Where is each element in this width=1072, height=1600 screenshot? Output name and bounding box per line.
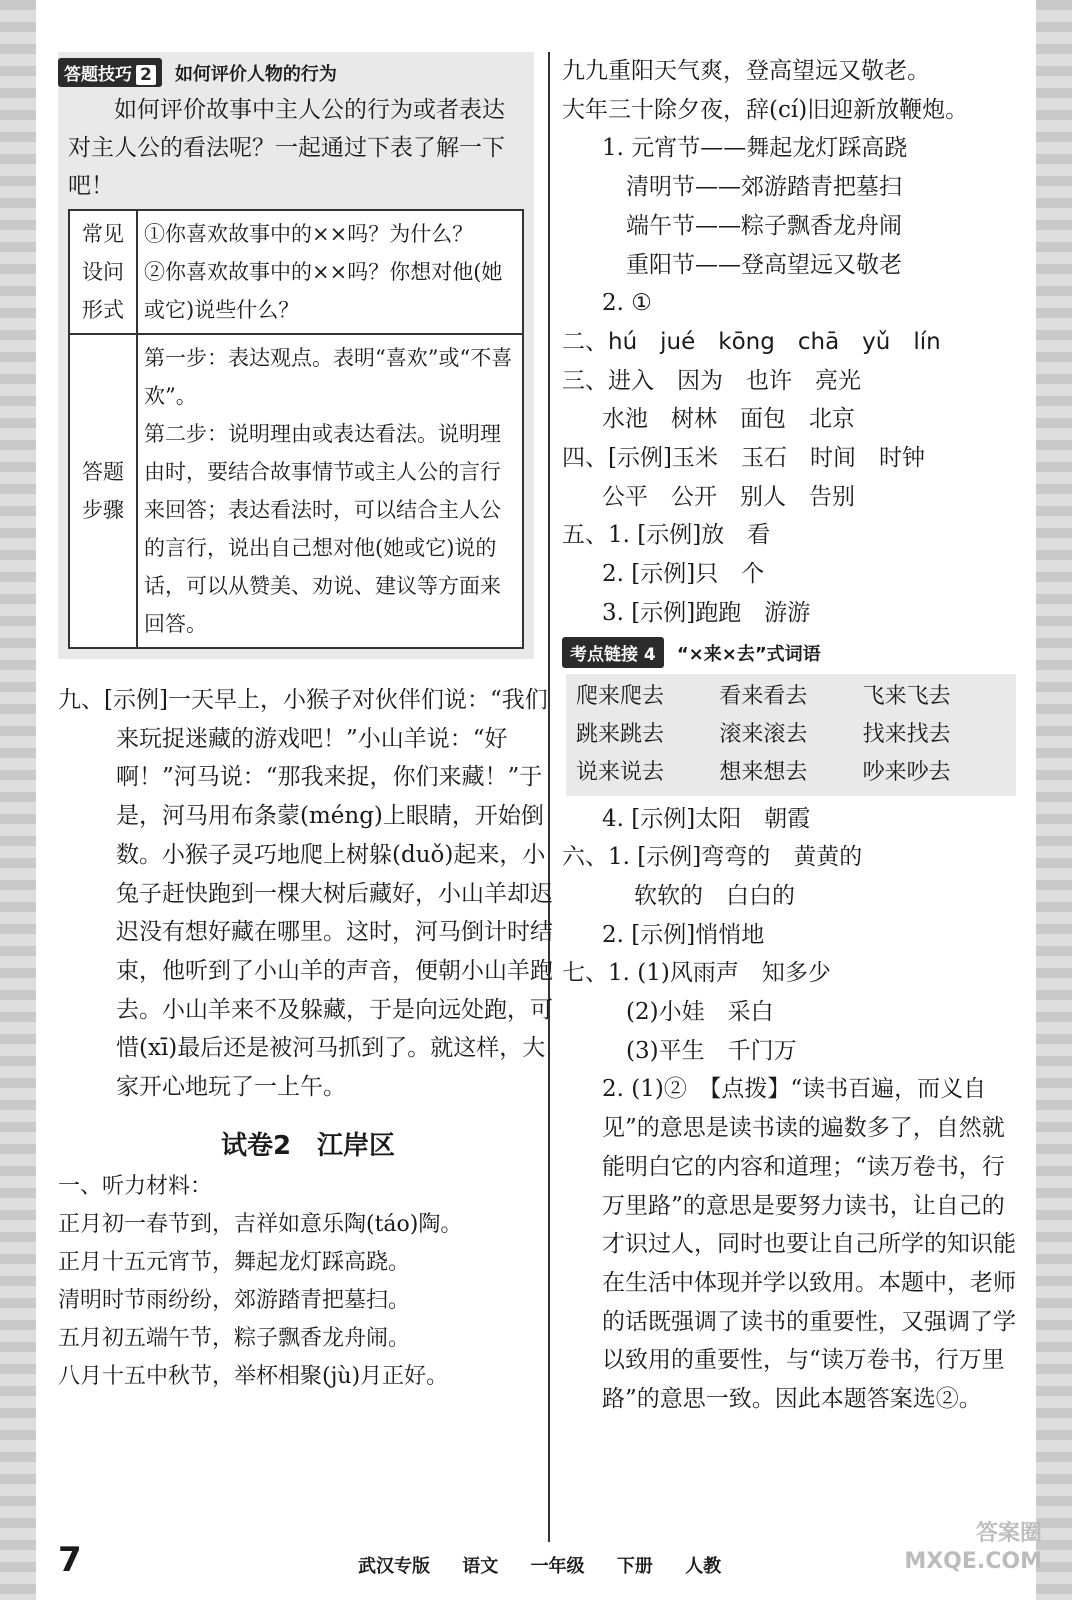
tip-number: 2 [136, 65, 156, 85]
answer-7-1: 七、1. (1)风雨声 知多少 [562, 960, 831, 987]
link-title: “×来×去”式词语 [676, 643, 821, 665]
grid-word: 想来想去 [719, 759, 808, 785]
essay-text: 一天早上，小猴子对伙伴们说：“我们来玩捉迷藏的游戏吧！”小山羊说：“好啊！”河马说：“那我来捉，你们来藏！”于是，河马用布条蒙(méng)上眼睛，开始倒数。小猴子灵巧地爬上树躲(duǒ)起来，小兔子赶快跑到一棵大树后藏好，小山羊却迟迟没有想好藏在哪里。这时，河马倒计时结束，他听到了小山羊的声音，便朝小山羊跑去。小山羊来不及躲藏，于是向远处跑，可惜(xī)最后还是被河马抓到了。就这样，大家开心地玩了一上午。 [116, 687, 553, 1101]
grid-word: 爬来爬去 [576, 683, 665, 709]
answer-3: 三、进入 因为 也许 亮光 [562, 367, 861, 394]
watermark-line: MXQE.COM [904, 1549, 1042, 1574]
answer-1-2: 2. ① [602, 290, 652, 317]
footer-volume: 下册 [616, 1556, 653, 1577]
answer-7-2 [562, 1070, 1022, 1418]
essay-answer [58, 681, 558, 1107]
answer-1-1: 1. 元宵节——舞起龙灯踩高跷 [602, 135, 908, 162]
answer-1-1-line: 重阳节——登高望远又敬老 [626, 251, 902, 278]
footer-edition: 武汉专版 [358, 1556, 430, 1577]
footer-publisher: 人教 [685, 1556, 722, 1577]
tip-intro: 如何评价故事中主人公的行为或者表达对主人公的看法呢？一起通过下表了解一下吧！ [68, 97, 505, 199]
essay-label: 九、[示例] [58, 687, 168, 713]
grid-word: 跳来跳去 [576, 721, 665, 747]
answer-5-4: 4. [示例]太阳 朝霞 [602, 805, 811, 832]
tip-title: 如何评价人物的行为 [174, 64, 337, 85]
page-footer [58, 1540, 958, 1584]
answer-4-line: 公平 公开 别人 告别 [602, 483, 855, 510]
page-edge-left [0, 0, 36, 1600]
page-number: 7 [58, 1540, 82, 1580]
right-column [562, 52, 1022, 1419]
watermark-line: 答案圈 [975, 1521, 1042, 1546]
grid-word: 吵来吵去 [862, 759, 951, 785]
listening-line: 正月初一春节到，吉祥如意乐陶(táo)陶。 [58, 1211, 463, 1237]
watermark [904, 1520, 1042, 1576]
answer-step-1: 第一步：表达观点。表明“喜欢”或“不喜欢”。 [144, 346, 513, 408]
footer-grade: 一年级 [530, 1556, 585, 1577]
answer-7-1-line: (3)平生 千门万 [626, 1037, 797, 1064]
answer-6-2: 2. [示例]悄悄地 [602, 921, 765, 948]
answer-1-1-line: 清明节——郊游踏青把墓扫 [626, 174, 902, 201]
grid-word: 看来看去 [719, 683, 808, 709]
listening-line: 正月十五元宵节，舞起龙灯踩高跷。 [58, 1249, 411, 1275]
tip-box [58, 52, 534, 659]
answer-5-3: 3. [示例]跑跑 游游 [602, 599, 811, 626]
table-row [69, 334, 523, 648]
grid-word: 说来说去 [576, 759, 665, 785]
tip-tag: 答题技巧 2 [58, 58, 162, 87]
table-header-question-form: 常见设问形式 [69, 210, 137, 334]
page-edge-right [1036, 0, 1072, 1600]
table-cell [137, 334, 523, 648]
link-header [562, 633, 1022, 668]
answer-3-line: 水池 树林 面包 北京 [602, 406, 855, 433]
tip-header [64, 58, 524, 87]
answer-5-2: 2. [示例]只 个 [602, 561, 765, 588]
footer-subject: 语文 [462, 1556, 499, 1577]
listening-line: 八月十五中秋节，举杯相聚(jù)月正好。 [58, 1363, 449, 1389]
question-form-1: ①你喜欢故事中的××吗？为什么？ [144, 222, 474, 246]
answer-7-1-line: (2)小娃 采白 [626, 999, 774, 1026]
word-grid [566, 674, 1016, 796]
table-header-answer-steps: 答题步骤 [69, 334, 137, 648]
grid-word: 飞来飞去 [862, 683, 951, 709]
answer-step-2: 第二步：说明理由或表达看法。说明理由时，要结合故事情节或主人公的言行来回答；表达看法时，可以结合主人公的言行，说出自己想对他(她或它)说的话，可以从赞美、劝说、建议等方面来回答。 [144, 422, 501, 636]
link-tag: 考点链接 4 [562, 637, 664, 668]
answer-4: 四、[示例]玉米 玉石 时间 时钟 [562, 445, 925, 472]
answer-1-1-line: 端午节——粽子飘香龙舟闹 [626, 212, 902, 239]
listening-line: 九九重阳天气爽，登高望远又敬老。 [562, 58, 930, 84]
question-form-2: ②你喜欢故事中的××吗？你想对他(她或它)说些什么？ [144, 260, 503, 322]
section-title: 试卷2 江岸区 [220, 1130, 396, 1161]
listening-line: 清明时节雨纷纷，郊游踏青把墓扫。 [58, 1287, 411, 1313]
table-row [69, 210, 523, 334]
answer-2-pinyin: 二、hú jué kōng chā yǔ lín [562, 328, 941, 355]
answer-6-1: 六、1. [示例]弯弯的 黄黄的 [562, 844, 863, 871]
footer-info [358, 1552, 747, 1578]
table-cell [137, 210, 523, 334]
answer-6-1-line: 软软的 白白的 [634, 882, 795, 909]
listening-label: 一、听力材料： [58, 1173, 213, 1199]
grid-word: 滚来滚去 [719, 721, 808, 747]
answer-5-1: 五、1. [示例]放 看 [562, 522, 771, 549]
answer-7-2-explanation: “读书百遍，而义自见”的意思是读书读的遍数多了，自然就能明白它的内容和道理；“读万卷书，行万里路”的意思是要努力读书，让自己的才识过人，同时也要让自己所学的知识能在生活中体现并学以致用。本题中，老师的话既强调了读书的重要性，又强调了学以致用的重要性，与“读万卷书，行万里路”的意思一致。因此本题答案选②。 [602, 1076, 1016, 1413]
left-column [58, 52, 558, 1396]
answer-7-2-label: 2. (1)② 【点拨】 [602, 1076, 791, 1103]
grid-word: 找来找去 [862, 721, 951, 747]
page [50, 0, 1022, 1600]
listening-line: 五月初五端午节，粽子飘香龙舟闹。 [58, 1325, 411, 1351]
listening-line: 大年三十除夕夜，辞(cí)旧迎新放鞭炮。 [562, 96, 969, 123]
tip-table [68, 209, 524, 649]
